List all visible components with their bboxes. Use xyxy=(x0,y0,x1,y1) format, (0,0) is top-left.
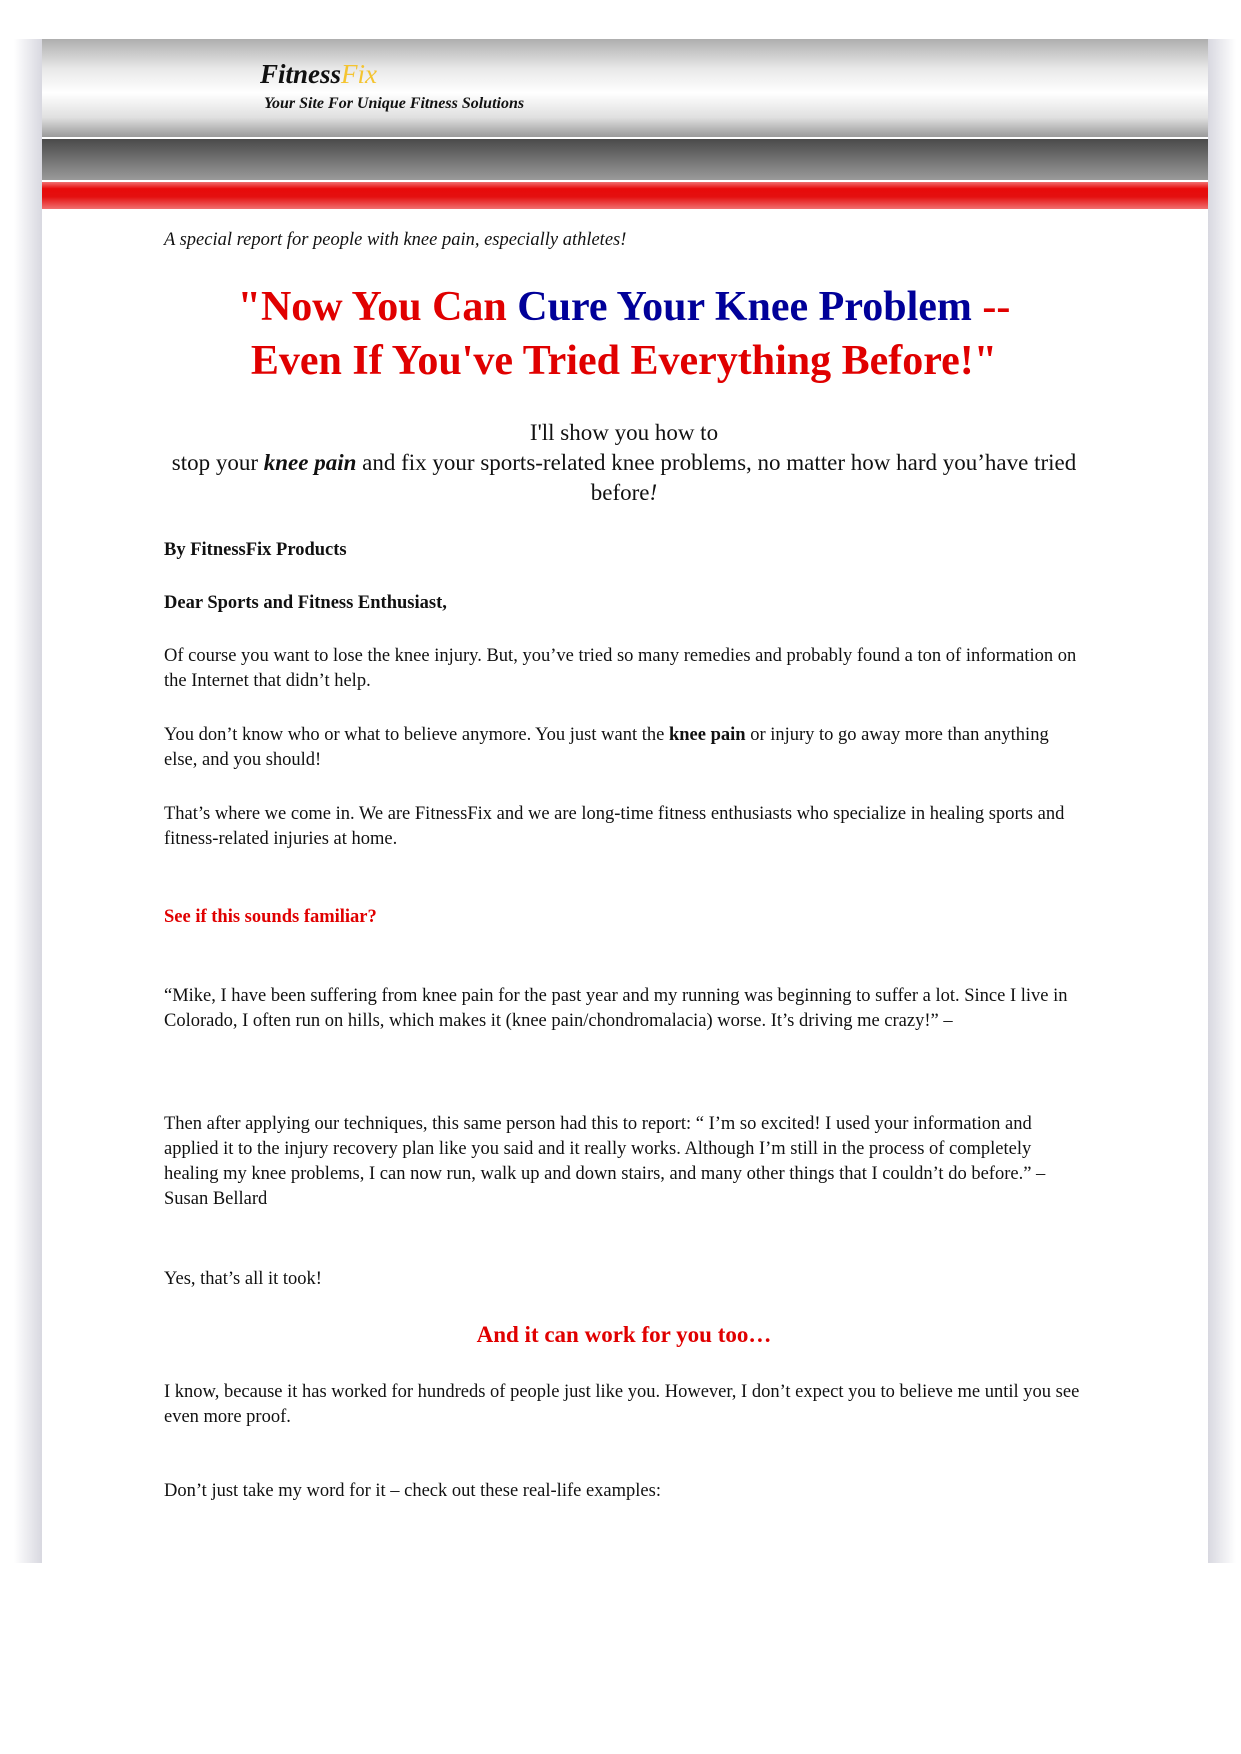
page-shadow-right xyxy=(1208,39,1236,1563)
subhead-end: ! xyxy=(649,480,658,505)
p2-bold: knee pain xyxy=(668,725,746,745)
page-shadow-left xyxy=(14,39,42,1563)
p2-post: or injury to go away more than anything else, and you should! xyxy=(164,725,1049,770)
headline-part3: -- xyxy=(971,284,1011,330)
logo-fitness: Fitness xyxy=(260,59,342,89)
paragraph-4: I know, because it has worked for hundreds of people just like you. However, I don’t expect you to believe me until you see even more proof. xyxy=(164,1382,1080,1427)
accent-bar xyxy=(42,182,1208,209)
testimonial-1: “Mike, I have been suffering from knee pain for the past year and my running was beginning to suffer a lot. Since I live in Colorado, I often run on hills, which makes it (knee pain/chondromalacia) worse. It’s driving me crazy!” – xyxy=(164,986,1068,1031)
paragraph-2 xyxy=(164,723,1084,773)
headline-part1: "Now You Can xyxy=(237,284,518,330)
paragraph-3: That’s where we come in. We are FitnessFix and we are long-time fitness enthusiasts who specialize in healing sports and fitness-related injuries at home. xyxy=(164,804,1065,849)
subhead-post: and fix your sports-related knee problems, no matter how hard you’have tried before xyxy=(356,450,1077,505)
headline-part2: Cure Your Knee Problem xyxy=(517,284,972,330)
headline-line2: Even If You've Tried Everything Before!" xyxy=(250,338,998,384)
intro-text: A special report for people with knee pain, especially athletes! xyxy=(164,230,627,250)
yes-text: Yes, that’s all it took! xyxy=(164,1269,322,1289)
subhead-pre: stop your xyxy=(171,450,264,475)
subhead-emph: knee pain xyxy=(263,450,357,475)
logo xyxy=(260,59,377,90)
testimonial-2: Then after applying our techniques, this same person had this to report: “ I’m so excited! I used your information and applied it to the injury recovery plan like you said and it really works. Although I’m still in the process of completely healing my knee problems, I can now run, walk up and down stairs, and many other things that I couldn’t do before.” – Susan Bellard xyxy=(164,1114,1046,1209)
paragraph-1: Of course you want to lose the knee injury. But, you’ve tried so many remedies and probably found a ton of information on the Internet that didn’t help. xyxy=(164,646,1077,691)
greeting: Dear Sports and Fitness Enthusiast, xyxy=(164,593,447,613)
byline: By FitnessFix Products xyxy=(164,540,347,560)
nav-bar xyxy=(42,139,1208,180)
subhead-line1: I'll show you how to xyxy=(529,420,719,445)
logo-fix: Fix xyxy=(341,59,378,89)
subheadline xyxy=(164,418,1084,508)
p2-pre: You don’t know who or what to believe anymore. You just want the xyxy=(164,725,669,745)
familiar-heading: See if this sounds familiar? xyxy=(164,907,377,927)
work-heading: And it can work for you too… xyxy=(476,1322,772,1347)
headline xyxy=(164,280,1084,388)
header-banner xyxy=(42,39,1208,137)
tagline: Your Site For Unique Fitness Solutions xyxy=(264,95,525,112)
paragraph-5: Don’t just take my word for it – check out these real-life examples: xyxy=(164,1481,661,1501)
